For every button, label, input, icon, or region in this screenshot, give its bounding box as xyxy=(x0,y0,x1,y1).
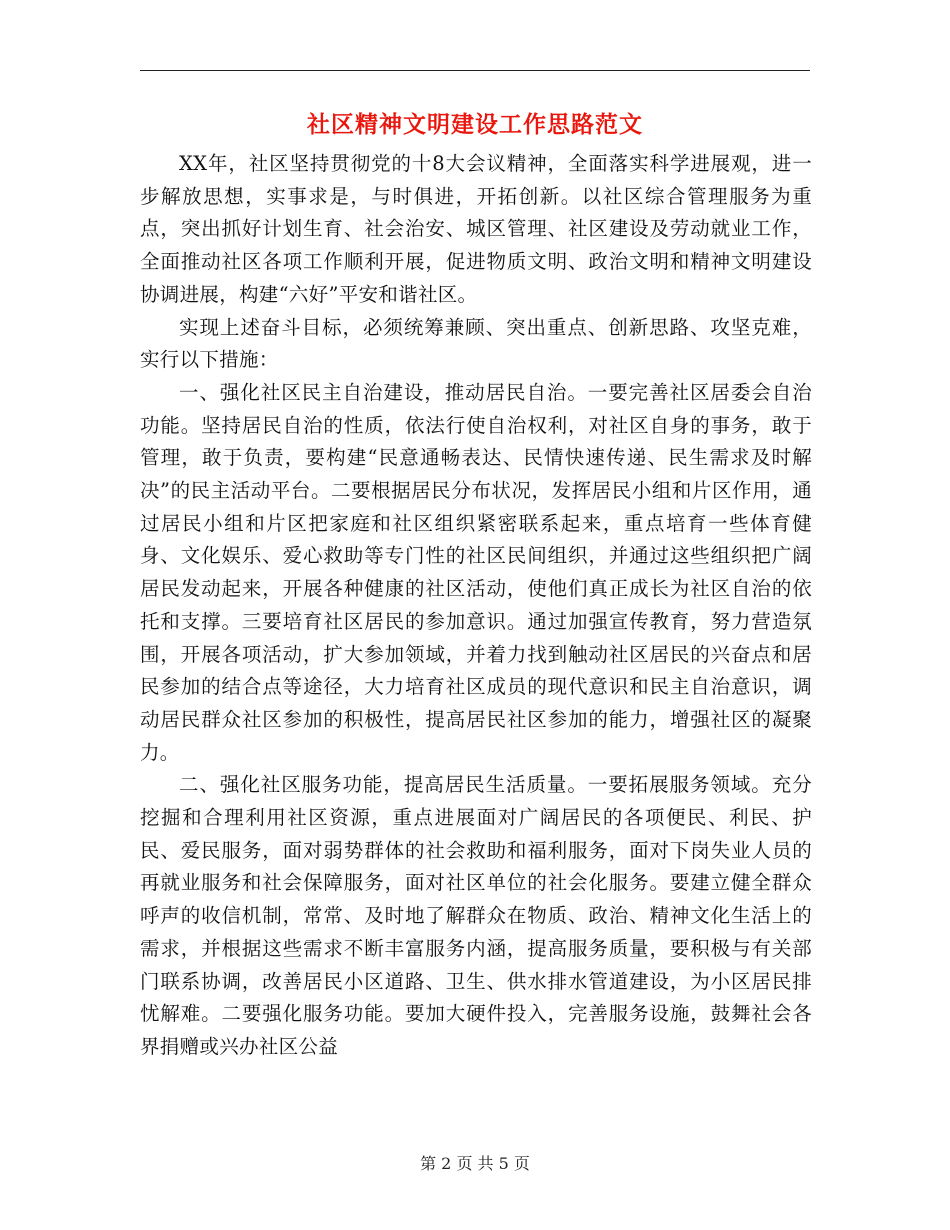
paragraph-section-2: 二、强化社区服务功能，提高居民生活质量。一要拓展服务领域。充分挖掘和合理利用社区资源，重点进展面对广阔居民的各项便民、利民、护民、爱民服务，面对弱势群体的社会救助和福利服务，面对下岗失业人员的再就业服务和社会保障服务，面对社区单位的社会化服务。要建立健全群众呼声的收信机制，常常、及时地了解群众在物质、政治、精神文化生活上的需求，并根据这些需求不断丰富服务内涵，提高服务质量，要积极与有关部门联系协调，改善居民小区道路、卫生、供水排水管道建设，为小区居民排忧解难。二要强化服务功能。要加大硬件投入，完善服务设施，鼓舞社会各界捐赠或兴办社区公益 xyxy=(140,773,812,1058)
paragraph-section-1: 一、强化社区民主自治建设，推动居民自治。一要完善社区居委会自治功能。坚持居民自治的性质，依法行使自治权利，对社区自身的事务，敢于管理，敢于负责，要构建“民意通畅表达、民情快速传递、民生需求及时解决”的民主活动平台。二要根据居民分布状况，发挥居民小组和片区作用，通过居民小组和片区把家庭和社区组织紧密联系起来，重点培育一些体育健身、文化娱乐、爱心救助等专门性的社区民间组织，并通过这些组织把广阔居民发动起来，开展各种健康的社区活动，使他们真正成长为社区自治的依托和支撑。三要培育社区居民的参加意识。通过加强宣传教育，努力营造氛围，开展各项活动，扩大参加领域，并着力找到触动社区居民的兴奋点和居民参加的结合点等途径，大力培育社区成员的现代意识和民主自治意识，调动居民群众社区参加的积极性，提高居民社区参加的能力，增强社区的凝聚力。 xyxy=(140,380,812,764)
document-body xyxy=(140,148,812,1064)
document-title: 社区精神文明建设工作思路范文 xyxy=(307,112,643,138)
header-rule xyxy=(140,70,810,71)
paragraph-measures: 实现上述奋斗目标，必须统筹兼顾、突出重点、创新思路、攻坚克难，实行以下措施： xyxy=(140,315,812,372)
paragraph-intro: XX年，社区坚持贯彻党的十8大会议精神，全面落实科学进展观，进一步解放思想，实事求是，与时俱进，开拓创新。以社区综合管理服务为重点，突出抓好计划生育、社会治安、城区管理、社区建设及劳动就业工作，全面推动社区各项工作顺利开展，促进物质文明、政治文明和精神文明建设协调进展，构建“六好”平安和谐社区。 xyxy=(140,152,812,306)
page-number-footer: 第 2 页 共 5 页 xyxy=(420,1154,530,1173)
